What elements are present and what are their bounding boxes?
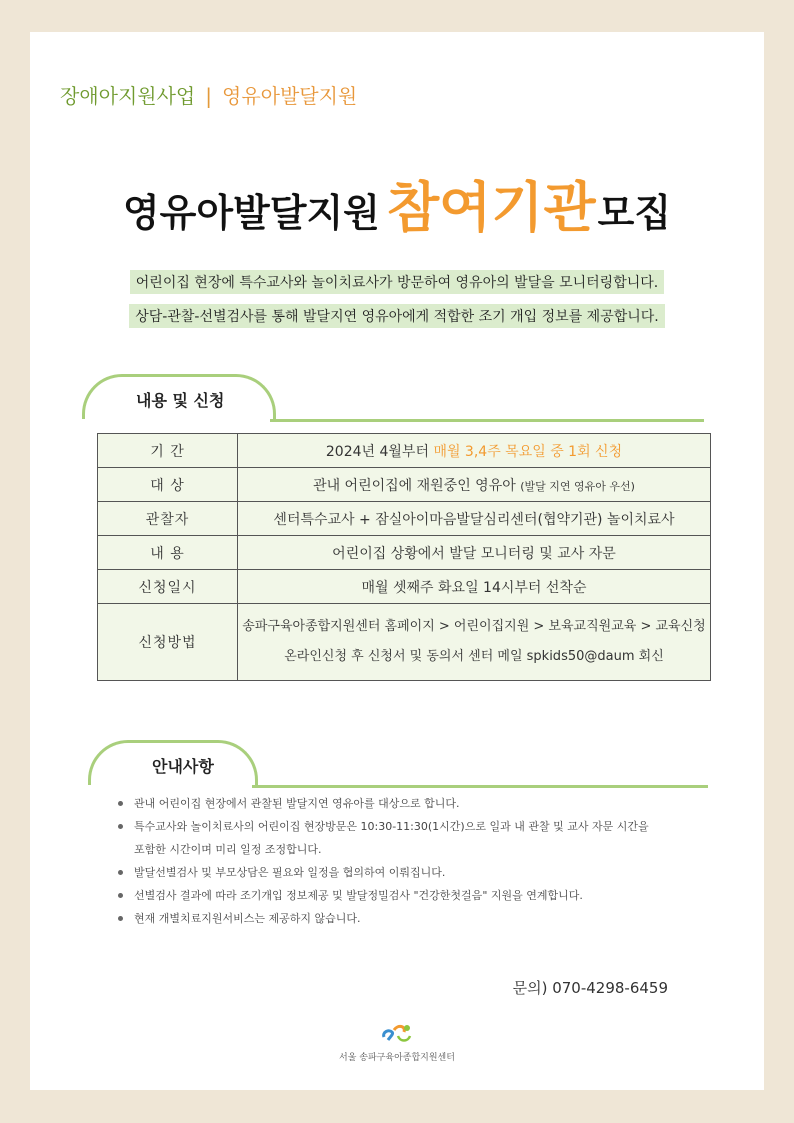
apply-method-line-1: 송파구육아종합지원센터 홈페이지 > 어린이집지원 > 보육교직원교육 > 교육신청 bbox=[242, 619, 706, 634]
table-row bbox=[98, 570, 711, 604]
category-right: 영유아발달지원 bbox=[222, 84, 358, 108]
title-part1: 영유아발달지원 bbox=[122, 191, 380, 235]
table-row bbox=[98, 434, 711, 468]
row-key: 신청일시 bbox=[98, 570, 238, 604]
content-value: 어린이집 상황에서 발달 모니터링 및 교사 자문 bbox=[238, 536, 711, 570]
contact-phone: 문의) 070-4298-6459 bbox=[512, 979, 668, 997]
notice-list bbox=[118, 792, 698, 930]
table-row bbox=[98, 536, 711, 570]
category-separator: | bbox=[205, 84, 212, 108]
row-key: 신청방법 bbox=[98, 604, 238, 681]
table-row bbox=[98, 502, 711, 536]
intro-line-2: 상담-관찰-선별검사를 통해 발달지연 영유아에게 적합한 조기 개입 정보를 제공합니다. bbox=[129, 304, 665, 328]
list-item: 발달선별검사 및 부모상담은 필요와 일정을 협의하여 이뤄집니다. bbox=[118, 861, 698, 884]
list-item-continuation: 포함한 시간이며 미리 일정 조정합니다. bbox=[134, 843, 322, 856]
period-highlight: 매월 3,4주 목요일 중 1회 신청 bbox=[433, 443, 623, 460]
apply-method-line-2: 온라인신청 후 신청서 및 동의서 센터 메일 spkids50@daum 회신 bbox=[284, 649, 664, 664]
section-notice-title: 안내사항 bbox=[152, 757, 214, 776]
footer-logo bbox=[0, 1022, 794, 1063]
intro-line-1: 어린이집 현장에 특수교사와 놀이치료사가 방문하여 영유아의 발달을 모니터링합니다. bbox=[130, 270, 664, 294]
section-content-header bbox=[82, 374, 704, 422]
category-left: 장애아지원사업 bbox=[60, 84, 196, 108]
target-value: 관내 어린이집에 재원중인 영유아 bbox=[313, 477, 516, 494]
row-value bbox=[238, 468, 711, 502]
apply-date-value: 매월 셋째주 화요일 14시부터 선착순 bbox=[238, 570, 711, 604]
table-row bbox=[98, 468, 711, 502]
apply-method-value bbox=[238, 604, 711, 681]
row-key: 내 용 bbox=[98, 536, 238, 570]
row-key: 대 상 bbox=[98, 468, 238, 502]
row-value bbox=[238, 434, 711, 468]
observer-value: 센터특수교사 + 잠실아이마음발달심리센터(협약기관) 놀이치료사 bbox=[238, 502, 711, 536]
sc-logo-icon bbox=[380, 1022, 414, 1044]
title-accent: 참여기관 bbox=[386, 176, 596, 239]
section-underline bbox=[252, 785, 708, 788]
table-row bbox=[98, 604, 711, 681]
target-note: (발달 지연 영유아 우선) bbox=[520, 479, 635, 493]
list-item: 선별검사 결과에 따라 조기개입 정보제공 및 발달정밀검사 "건강한첫걸음" 지원을 연계합니다. bbox=[118, 884, 698, 907]
list-item bbox=[118, 815, 698, 861]
title-part2: 모집 bbox=[597, 191, 672, 235]
row-key: 관찰자 bbox=[98, 502, 238, 536]
info-table bbox=[97, 433, 711, 681]
row-key: 기 간 bbox=[98, 434, 238, 468]
intro-text bbox=[0, 270, 794, 338]
period-value: 2024년 4월부터 bbox=[325, 443, 429, 460]
list-item: 관내 어린이집 현장에서 관찰된 발달지연 영유아를 대상으로 합니다. bbox=[118, 792, 698, 815]
section-underline bbox=[270, 419, 704, 422]
section-content-title: 내용 및 신청 bbox=[136, 391, 225, 410]
page-title bbox=[0, 165, 794, 242]
org-name: 서울 송파구육아종합지원센터 bbox=[339, 1053, 455, 1063]
category-header bbox=[60, 80, 357, 109]
list-item: 현재 개별치료지원서비스는 제공하지 않습니다. bbox=[118, 907, 698, 930]
list-item-text: 특수교사와 놀이치료사의 어린이집 현장방문은 10:30-11:30(1시간)으로 일과 내 관찰 및 교사 자문 시간을 bbox=[134, 820, 649, 833]
section-notice-header bbox=[88, 740, 708, 788]
